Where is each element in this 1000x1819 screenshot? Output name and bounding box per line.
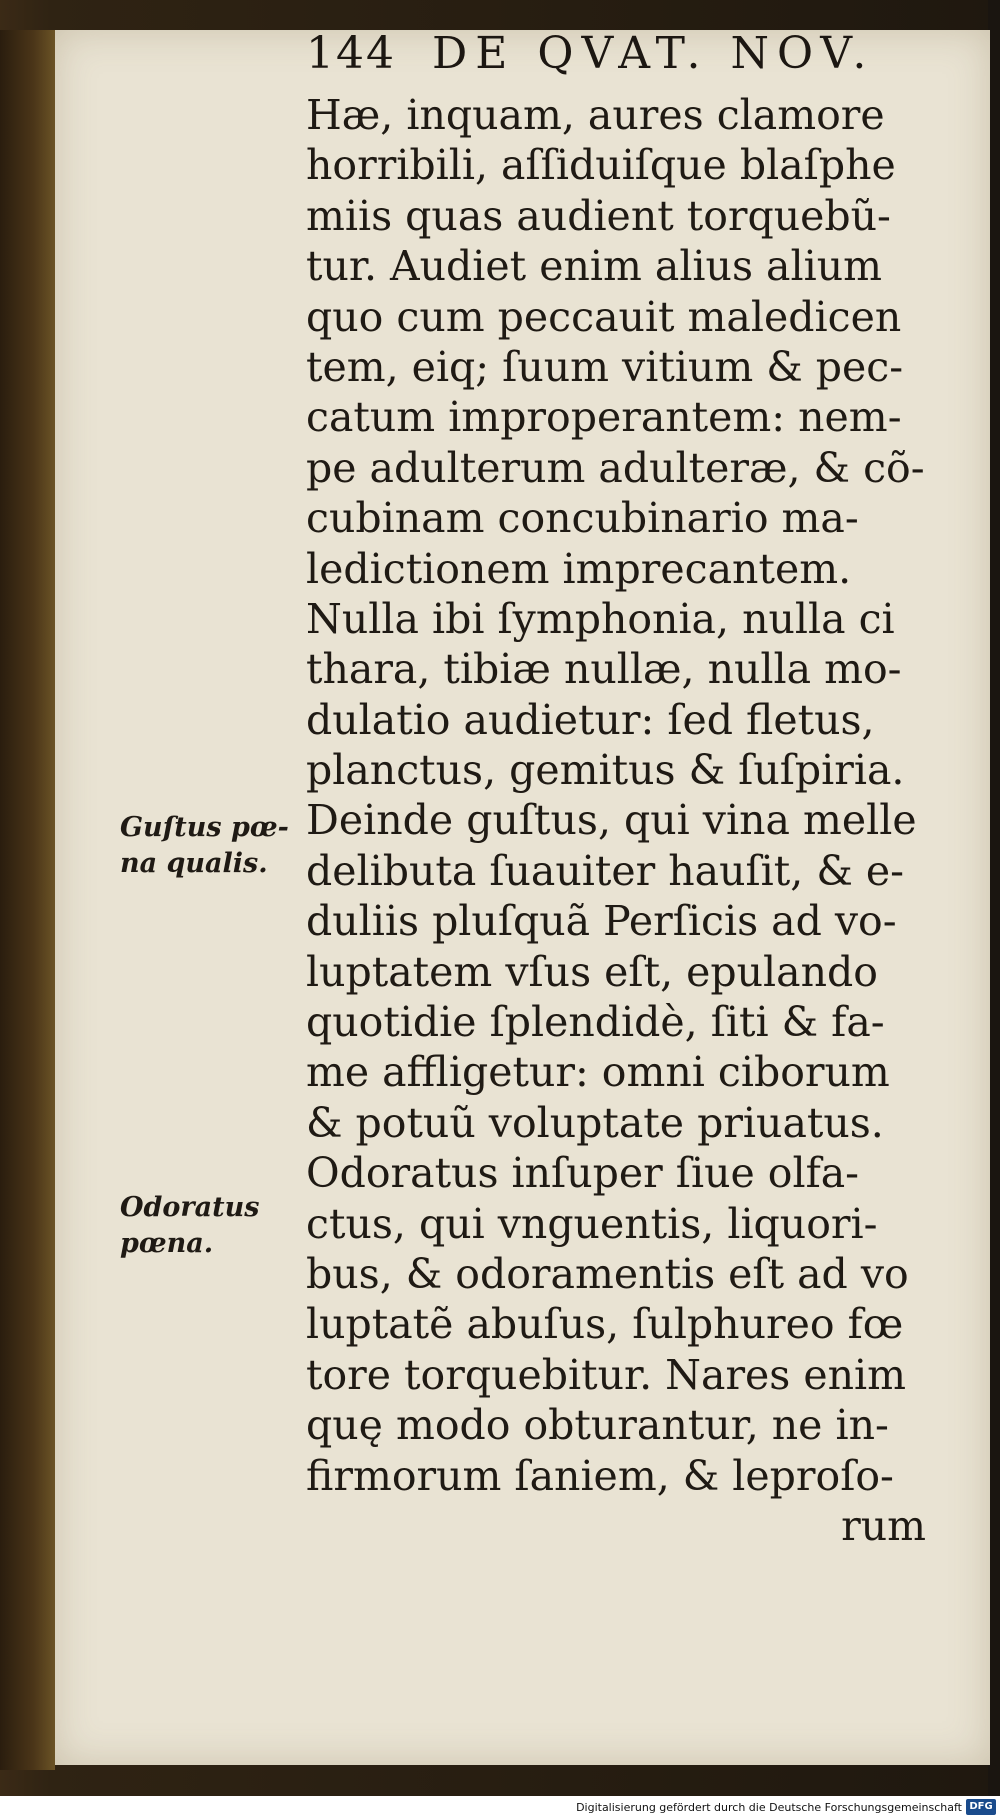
text-line: quo cum peccauit maledicen (306, 292, 902, 341)
text-line: Nulla ibi ſymphonia, nulla ci (306, 594, 895, 643)
text-line: ctus, qui vnguentis, liquori- (306, 1199, 878, 1248)
text-line: firmorum ſaniem, & leproſo- (306, 1451, 894, 1500)
text-line: quotidie ſplendidè, ſiti & fa- (306, 998, 885, 1047)
text-line: ledictionem imprecantem. (306, 544, 852, 593)
text-line: Odoratus inſuper ſiue olfa- (306, 1149, 860, 1198)
text-line: catum improperantem: nem- (306, 393, 902, 442)
text-line: duliis pluſquã Perſicis ad vo- (306, 897, 897, 946)
text-line: tem, eiq; ſuum vitium & pec- (306, 342, 904, 391)
text-line: tur. Audiet enim alius alium (306, 242, 882, 291)
margin-note-line: na qualis. (120, 848, 268, 879)
text-line: delibuta ſuauiter hauſit, & e- (306, 846, 904, 895)
text-line: bus, & odoramentis eſt ad vo (306, 1249, 909, 1298)
text-line: dulatio audietur: ſed fletus, (306, 695, 875, 744)
margin-note-line: Guſtus pœ- (120, 812, 289, 843)
margin-note-gustus (120, 810, 300, 882)
text-line: pe adulterum adulteræ, & cõ- (306, 443, 925, 492)
text-line: Hæ, inquam, aures clamore (306, 91, 885, 139)
running-title: DE QVAT. NOV. (432, 28, 875, 79)
dfg-logo: DFG (966, 1799, 996, 1815)
book-binding-edge (0, 30, 55, 1770)
margin-note-line: pœna. (120, 1228, 214, 1259)
margin-note-odoratus (120, 1190, 300, 1262)
text-line: cubinam concubinario ma- (306, 494, 859, 543)
page-header (306, 28, 926, 88)
page-number: 144 (306, 28, 396, 79)
text-line: & potuũ voluptate priuatus. (306, 1098, 884, 1147)
text-line: luptatẽ abuſus, ſulphureo fœ (306, 1300, 904, 1349)
text-line: me affligetur: omni ciborum (306, 1048, 890, 1097)
text-line: luptatem vſus eſt, epulando (306, 947, 878, 996)
text-line: thara, tibiæ nullæ, nulla mo- (306, 645, 902, 694)
text-line: planctus, gemitus & ſuſpiria. (306, 746, 905, 795)
body-text (306, 90, 926, 1551)
digitization-footer (0, 1796, 1000, 1819)
catchword: rum (841, 1501, 926, 1550)
margin-note-line: Odoratus (120, 1192, 260, 1223)
funding-credit: Digitalisierung gefördert durch die Deutsche Forschungsgemeinschaft (576, 1801, 962, 1814)
text-line: quę modo obturantur, ne in- (306, 1401, 889, 1450)
text-line: miis quas audient torquebũ- (306, 191, 891, 240)
text-line: horribili, aſſiduiſque blaſphe (306, 141, 896, 190)
text-line: Deinde guſtus, qui vina melle (306, 796, 917, 845)
text-line: tore torquebitur. Nares enim (306, 1350, 907, 1399)
